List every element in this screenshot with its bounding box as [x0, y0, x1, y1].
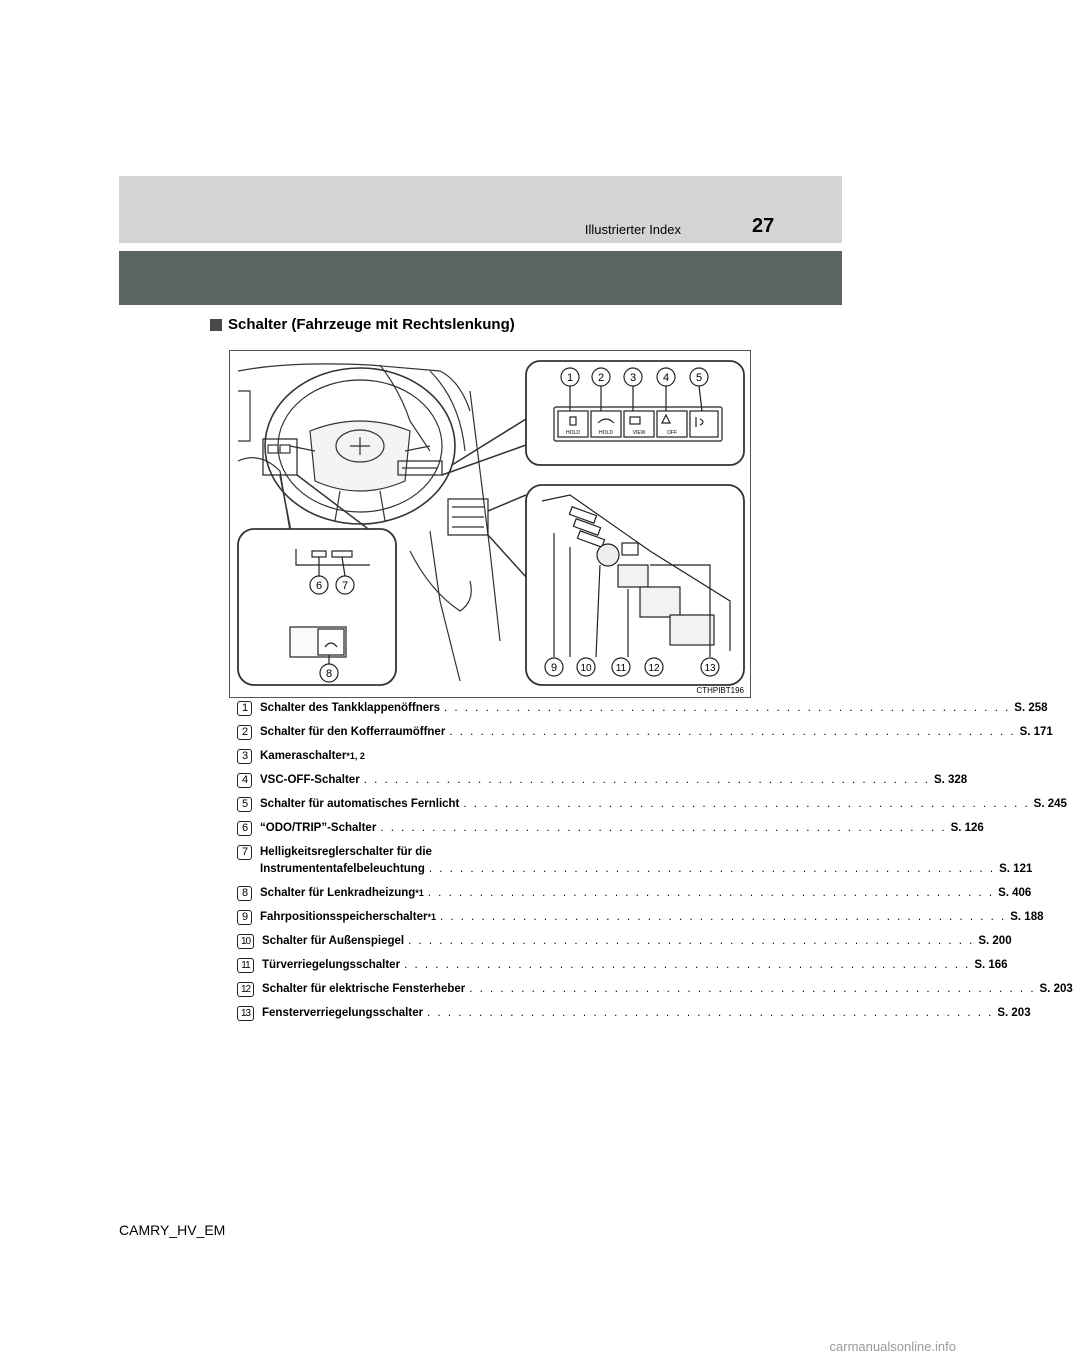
page-reference-link[interactable]: S. 245	[1033, 798, 1067, 810]
item-label: Schalter für elektrische Fensterheber	[262, 983, 466, 995]
square-bullet-icon	[210, 319, 222, 331]
item-number-badge: 3	[237, 749, 252, 764]
page-reference-link[interactable]: S. 203	[997, 1007, 1031, 1019]
item-number-badge: 1	[237, 701, 252, 716]
list-item: 8 Schalter für Lenkradheizung *1 . . . S. 406	[237, 885, 720, 902]
dot-leader	[444, 700, 1010, 717]
page-reference-link[interactable]: S. 121	[999, 863, 1033, 875]
item-label: Helligkeitsreglerschalter für die	[260, 846, 432, 858]
dot-leader	[449, 724, 1015, 741]
panel-label-hold-1: HOLD	[566, 430, 580, 436]
dot-leader	[408, 933, 974, 950]
list-item	[237, 772, 968, 789]
callout-11: 11	[615, 663, 627, 674]
page-reference-link[interactable]: S. 126	[950, 822, 984, 834]
dot-leader	[427, 1005, 993, 1022]
callout-12: 12	[648, 663, 660, 674]
item-number-badge: 13	[237, 1006, 254, 1021]
dot-leader	[404, 957, 970, 974]
item-label: Schalter für Lenkradheizung	[260, 887, 416, 899]
panel-label-hold-2: HOLD	[599, 430, 613, 436]
item-number-badge: 4	[237, 773, 252, 788]
item-label: “ODO/TRIP”-Schalter	[260, 822, 377, 834]
list-item: 3 Kameraschalter *1, 2	[237, 748, 720, 765]
dot-leader	[429, 861, 995, 878]
dashboard-drawing	[230, 351, 750, 697]
item-number-badge: 6	[237, 821, 252, 836]
item-number-badge: 9	[237, 910, 252, 925]
item-number-badge: 12	[237, 982, 254, 997]
callout-4: 4	[662, 372, 670, 384]
callout-2: 2	[597, 372, 605, 384]
dot-leader	[463, 796, 1029, 813]
page-reference-link[interactable]: S. 200	[978, 935, 1012, 947]
callout-7: 7	[341, 580, 349, 592]
dot-leader	[428, 885, 994, 902]
section-heading	[210, 316, 515, 333]
callout-9: 9	[550, 662, 558, 674]
dot-leader	[380, 820, 946, 837]
list-item	[237, 724, 1053, 741]
footer-model-code: CAMRY_HV_EM	[119, 1222, 226, 1238]
dot-leader	[440, 909, 1006, 926]
list-item	[237, 844, 1033, 878]
switch-index-list	[237, 700, 1073, 1029]
page-reference-link[interactable]: S. 258	[1014, 702, 1048, 714]
list-item	[237, 957, 1008, 974]
item-label: Schalter für den Kofferraumöffner	[260, 726, 446, 738]
list-item	[237, 700, 1048, 717]
callout-10: 10	[580, 663, 592, 674]
item-number-badge: 5	[237, 797, 252, 812]
item-label: Kameraschalter	[260, 750, 347, 762]
item-label: Schalter des Tankklappenöffners	[260, 702, 441, 714]
page-number: 27	[752, 215, 775, 237]
callout-1: 1	[566, 372, 574, 384]
callout-13: 13	[704, 663, 716, 674]
watermark: carmanualsonline.info	[829, 1339, 956, 1354]
panel-label-view: VIEW	[632, 430, 646, 436]
callout-8: 8	[325, 668, 333, 680]
callout-3: 3	[629, 372, 637, 384]
panel-label-off: OFF	[667, 430, 677, 436]
list-item: 9 Fahrpositionsspeicherschalter *1 . . . S. 188	[237, 909, 720, 926]
item-label: Fensterverriegelungsschalter	[262, 1007, 424, 1019]
item-number-badge: 2	[237, 725, 252, 740]
dot-leader	[469, 981, 1035, 998]
callout-6: 6	[315, 580, 323, 592]
item-number-badge: 10	[237, 934, 254, 949]
page-reference-link[interactable]: S. 188	[1010, 911, 1044, 923]
item-number-badge: 8	[237, 886, 252, 901]
item-number-badge: 7	[237, 845, 252, 860]
item-label-continued: Instrumententafelbeleuchtung	[260, 863, 425, 875]
item-label: Türverriegelungsschalter	[262, 959, 401, 971]
list-item	[237, 820, 984, 837]
list-item	[237, 933, 1012, 950]
page-reference-link[interactable]: S. 328	[933, 774, 968, 786]
dot-leader	[364, 772, 930, 789]
page-reference-link[interactable]: S. 166	[974, 959, 1008, 971]
header-band	[119, 176, 842, 243]
switch-illustration	[229, 350, 751, 698]
item-number-badge: 11	[237, 958, 254, 973]
list-item	[237, 796, 1067, 813]
page-reference-link[interactable]: S. 406	[998, 887, 1032, 899]
item-label: VSC-OFF-Schalter	[260, 774, 360, 786]
page-reference-link[interactable]: S. 203	[1039, 983, 1073, 995]
figure-code: CTHPIBT196	[696, 686, 744, 695]
header-divider	[119, 243, 842, 245]
item-label: Schalter für Außenspiegel	[262, 935, 405, 947]
page-reference-link[interactable]: S. 171	[1019, 726, 1053, 738]
section-heading-text: Schalter (Fahrzeuge mit Rechtslenkung)	[228, 316, 515, 333]
item-label: Fahrpositionsspeicherschalter	[260, 911, 428, 923]
list-item	[237, 981, 1073, 998]
header-bar	[119, 251, 842, 305]
list-item	[237, 1005, 1031, 1022]
callout-5: 5	[695, 372, 703, 384]
item-label: Schalter für automatisches Fernlicht	[260, 798, 460, 810]
section-label: Illustrierter Index	[584, 222, 681, 237]
